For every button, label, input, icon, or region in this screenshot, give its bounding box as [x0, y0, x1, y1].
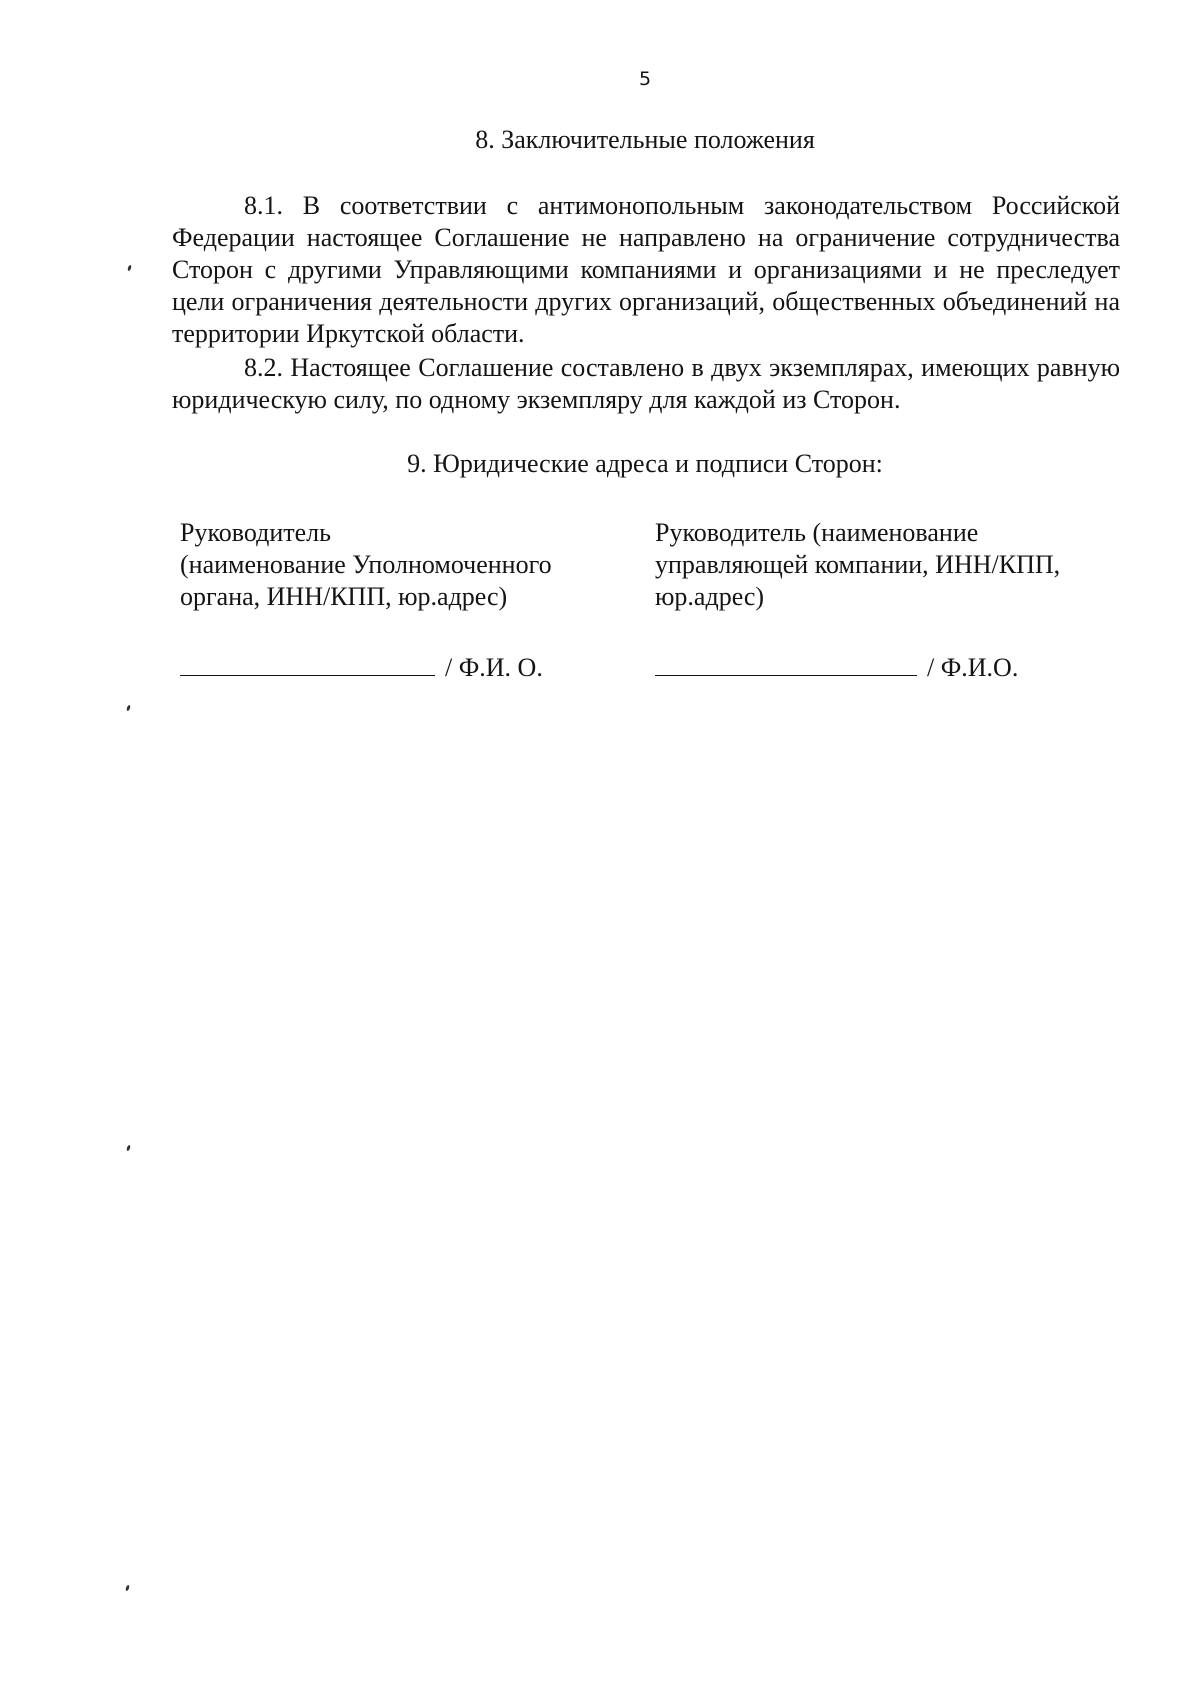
- party-left-line-3: органа, ИНН/КПП, юр.адрес): [180, 582, 508, 611]
- scan-speck: [127, 265, 132, 272]
- paragraph-8-1: 8.1. В соответствии с антимонопольным законодательством Российской Федерации настоящее Соглашение не направлено на ограничение сотрудничества Сторон с другими Управляющими компаниями и организациями и не преследует цели ограничения деятельности других организаций, общественных объединений на территории Иркутской области.: [172, 191, 1120, 348]
- signature-label-right: / Ф.И.О.: [927, 653, 1019, 682]
- party-right-line-3: юр.адрес): [655, 582, 765, 611]
- signature-label-left: / Ф.И. О.: [445, 653, 543, 682]
- party-left-block: [180, 517, 610, 613]
- scan-speck: [126, 1145, 131, 1152]
- party-right-line-2: управляющей компании, ИНН/КПП,: [655, 550, 1061, 579]
- scan-speck: [125, 1585, 130, 1592]
- party-left-line-2: (наименование Уполномоченного: [180, 550, 552, 579]
- section-9-heading: 9. Юридические адреса и подписи Сторон:: [407, 449, 883, 478]
- party-left-line-1: Руководитель: [180, 518, 331, 547]
- paragraph-8-2: 8.2. Настоящее Соглашение составлено в двух экземплярах, имеющих равную юридическую силу, по одному экземпляру для каждой из Сторон.: [172, 353, 1120, 414]
- party-right-block: [655, 517, 1120, 613]
- section-8-heading: 8. Заключительные положения: [475, 125, 815, 154]
- page-number: 5: [638, 68, 652, 90]
- signature-left: [180, 652, 543, 684]
- party-right-line-1: Руководитель (наименование: [655, 518, 979, 547]
- signature-line-right: [655, 653, 917, 676]
- scan-speck: [126, 705, 131, 712]
- signature-right: [655, 652, 1018, 684]
- signature-line-left: [180, 653, 435, 676]
